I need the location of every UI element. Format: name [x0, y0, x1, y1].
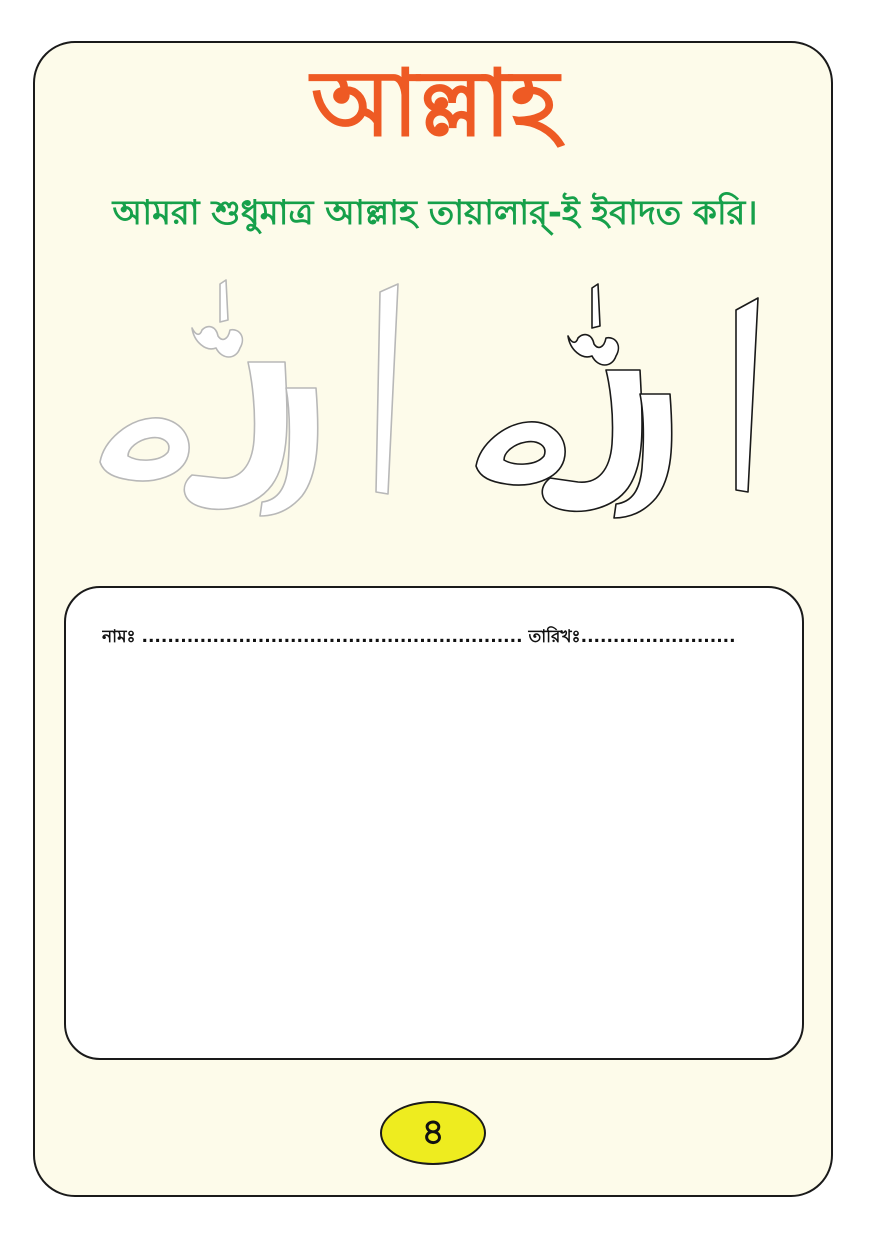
page-title: আল্লাহ — [311, 50, 559, 157]
page-number-badge — [380, 1101, 486, 1165]
date-field[interactable]: ........................ — [580, 627, 736, 647]
tracing-guide-calligraphy — [100, 280, 398, 516]
tracing-guide-ha — [100, 418, 189, 481]
allah-calligraphy — [80, 270, 790, 530]
tracing-sample-fatha — [592, 284, 600, 328]
tracing-guide-shadda — [192, 327, 242, 357]
tracing-sample-ha — [476, 422, 565, 485]
writing-practice-area[interactable] — [64, 586, 804, 1060]
name-label: নামঃ — [102, 627, 136, 647]
tracing-guide-alif — [376, 284, 398, 494]
date-label: তারিখঃ — [528, 627, 581, 647]
tracing-guide-lam-1 — [184, 362, 287, 509]
tracing-sample-calligraphy — [476, 284, 758, 518]
name-field[interactable]: ........................................................... — [141, 627, 523, 647]
page-subtitle: আমরা শুধুমাত্র আল্লাহ তায়ালার্-ই ইবাদত করি। — [112, 193, 758, 233]
page-number: ৪ — [421, 1112, 445, 1153]
name-date-line — [102, 624, 762, 652]
tracing-sample-alif — [736, 298, 758, 492]
tracing-sample-shadda — [568, 335, 618, 365]
tracing-guide-fatha — [220, 280, 228, 322]
